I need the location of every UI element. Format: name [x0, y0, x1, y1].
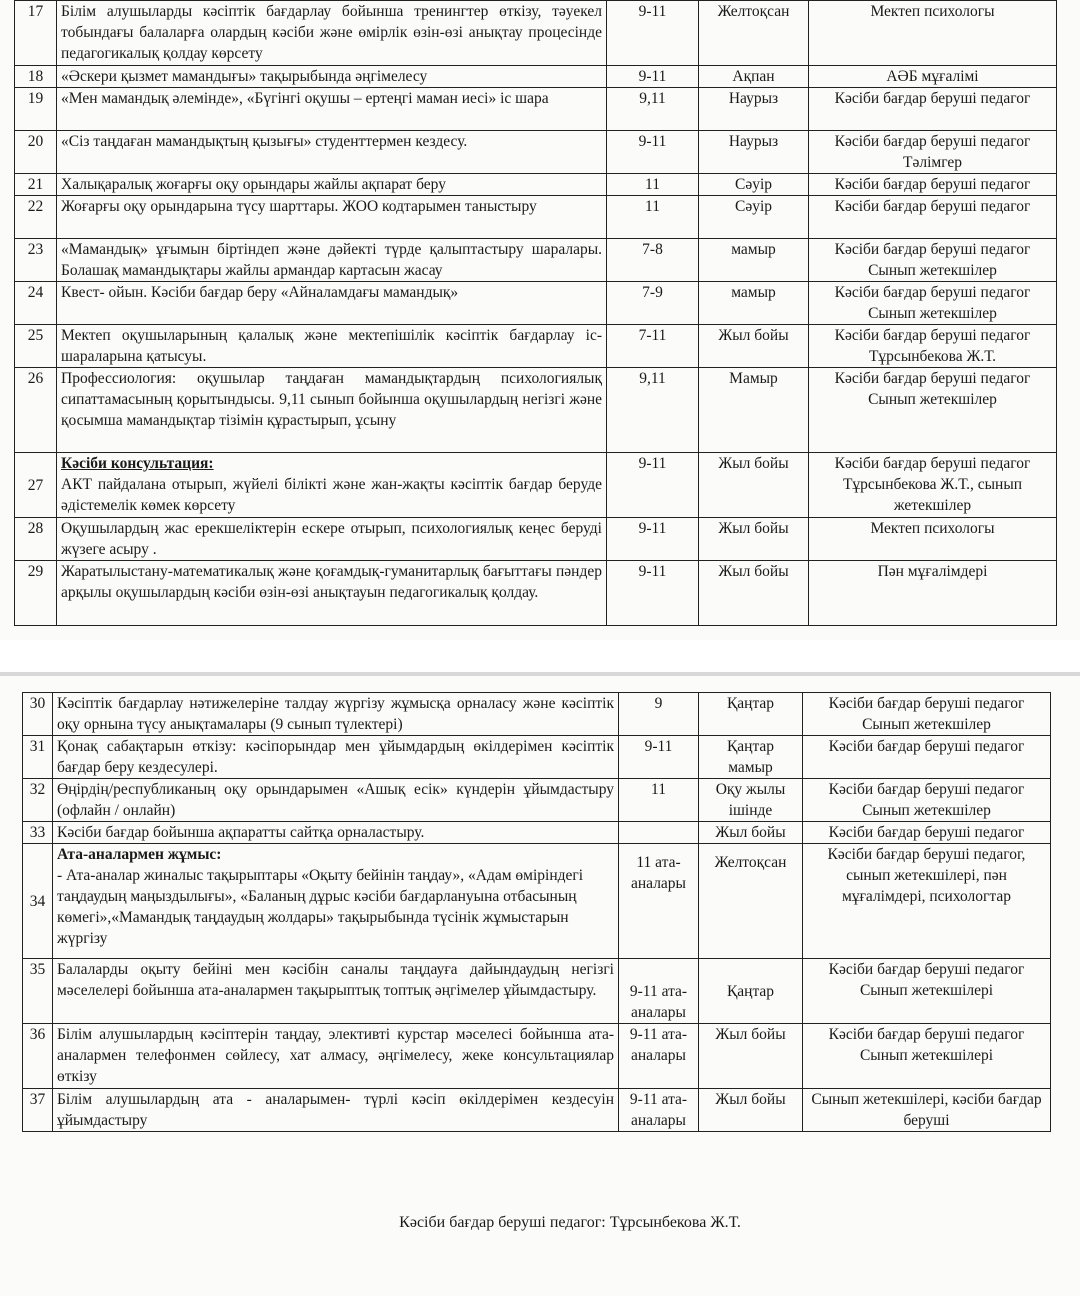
grade-cell: 9 — [619, 693, 699, 736]
date-cell: Желтоқсан — [699, 844, 803, 959]
activity-description: Қонақ сабақтарын өткізу: кәсіпорындар мен ұйымдардың өкілдерімен кәсіптік бағдар беру кездесулері. — [53, 736, 619, 779]
date-cell: Қаңтар мамыр — [699, 736, 803, 779]
grade-cell: 9-11 — [607, 561, 699, 626]
table-row — [15, 282, 1057, 325]
responsible-cell: Кәсіби бағдар беруші педагог, сынып жетекшілері, пән мұғалімдері, психологтар — [803, 844, 1051, 959]
activity-description: Профессиология: оқушылар таңдаған мамандықтардың психологиялық сипаттамасының қорытындысы. 9,11 сынып бойынша оқушылардың негізгі және қосымша мамандықтар тізімін құрастырып, ұсыну — [57, 368, 607, 453]
date-cell: Жыл бойы — [699, 561, 809, 626]
grade-cell: 9-11 — [607, 453, 699, 518]
row-number: 17 — [15, 1, 57, 66]
table-row — [15, 518, 1057, 561]
plan-table-1 — [14, 0, 1057, 626]
grade-cell: 11 — [607, 196, 699, 239]
date-cell: Сәуір — [699, 174, 809, 196]
date-cell: Жыл бойы — [699, 453, 809, 518]
row-number: 33 — [23, 822, 53, 844]
responsible-cell: Кәсіби бағдар беруші педагог — [809, 196, 1057, 239]
row-number: 27 — [15, 453, 57, 518]
grade-cell: 7-11 — [607, 325, 699, 368]
date-cell: Ақпан — [699, 66, 809, 88]
date-cell: мамыр — [699, 282, 809, 325]
grade-cell: 9-11 — [619, 736, 699, 779]
table-row — [15, 325, 1057, 368]
signature-line: Кәсіби бағдар беруші педагог: Тұрсынбекова Ж.Т. — [399, 1214, 741, 1231]
responsible-cell: Кәсіби бағдар беруші педагог Сынып жетекшілер — [809, 239, 1057, 282]
responsible-cell: АӘБ мұғалімі — [809, 66, 1057, 88]
responsible-cell: Кәсіби бағдар беруші педагог Сынып жетекшілер — [803, 693, 1051, 736]
date-cell: Наурыз — [699, 131, 809, 174]
responsible-cell: Кәсіби бағдар беруші педагог — [803, 736, 1051, 779]
row-number: 32 — [23, 779, 53, 822]
grade-cell: 9,11 — [607, 368, 699, 453]
date-cell: Жыл бойы — [699, 1024, 803, 1089]
activity-description: Балаларды оқыту бейіні мен кәсібін саналы таңдауға дайындаудың негізгі мәселелері бойынша ата-аналармен тақырыптық топтық әңгімелер ұйымдастыру. — [53, 959, 619, 1024]
responsible-cell: Мектеп психологы — [809, 518, 1057, 561]
row-number: 25 — [15, 325, 57, 368]
responsible-cell: Сынып жетекшілері, кәсіби бағдар беруші — [803, 1089, 1051, 1132]
table-row — [15, 561, 1057, 626]
plan-table-2 — [22, 692, 1051, 1132]
signature-footer — [0, 1214, 1080, 1232]
date-cell: Жыл бойы — [699, 518, 809, 561]
activity-description: Кәсіби бағдар бойынша ақпаратты сайтқа орналастыру. — [53, 822, 619, 844]
page-gap — [0, 640, 1080, 676]
table-row — [23, 693, 1051, 736]
activity-description — [57, 453, 607, 518]
date-cell: Сәуір — [699, 196, 809, 239]
row-number: 21 — [15, 174, 57, 196]
activity-description: «Әскери қызмет мамандығы» тақырыбында әңгімелесу — [57, 66, 607, 88]
grade-cell — [619, 822, 699, 844]
section-heading: Кәсіби консультация: — [61, 455, 214, 472]
responsible-cell: Кәсіби бағдар беруші педагог Тұрсынбекова Ж.Т., сынып жетекшілер — [809, 453, 1057, 518]
row-number: 26 — [15, 368, 57, 453]
grade-cell: 9-11 ата-аналары — [619, 1089, 699, 1132]
row-number: 30 — [23, 693, 53, 736]
row-number: 36 — [23, 1024, 53, 1089]
table-row — [15, 453, 1057, 518]
grade-cell: 9-11 — [607, 518, 699, 561]
date-cell: Оқу жылы ішінде — [699, 779, 803, 822]
activity-description: Халықаралық жоғарғы оқу орындары жайлы ақпарат беру — [57, 174, 607, 196]
responsible-cell: Кәсіби бағдар беруші педагог — [803, 822, 1051, 844]
table-row — [23, 1089, 1051, 1132]
table-row — [23, 822, 1051, 844]
activity-description: Кәсіптік бағдарлау нәтижелеріне талдау жүргізу жұмысқа орналасу және кәсіптік оқу орнына түсу анықтамалары (9 сынып түлектері) — [53, 693, 619, 736]
table-row — [23, 959, 1051, 1024]
date-cell: Наурыз — [699, 88, 809, 131]
table-row — [23, 736, 1051, 779]
row-number: 35 — [23, 959, 53, 1024]
activity-description: «Мен мамандық әлемінде», «Бүгінгі оқушы – ертеңгі маман иесі» іс шара — [57, 88, 607, 131]
activity-description: Жоғарғы оқу орындарына түсу шарттары. ЖОО кодтарымен таныстыру — [57, 196, 607, 239]
section-heading: Ата-аналармен жұмыс: — [57, 846, 222, 863]
date-cell: Қаңтар — [699, 693, 803, 736]
activity-description: Мектеп оқушыларының қалалық және мектепішілік кәсіптік бағдарлау іс-шараларына қатысуы. — [57, 325, 607, 368]
table-row — [15, 1, 1057, 66]
table-row — [15, 196, 1057, 239]
row-number: 20 — [15, 131, 57, 174]
row-number: 34 — [23, 844, 53, 959]
activity-description: Оқушылардың жас ерекшеліктерін ескере отырып, психологиялық кеңес беруді жүзеге асыру . — [57, 518, 607, 561]
grade-cell: 9-11 — [607, 66, 699, 88]
grade-cell: 9-11 ата-аналары — [619, 1024, 699, 1089]
responsible-cell: Кәсіби бағдар беруші педагог Сынып жетекшілері — [803, 959, 1051, 1024]
row-number: 22 — [15, 196, 57, 239]
responsible-cell: Кәсіби бағдар беруші педагог Сынып жетекшілер — [803, 779, 1051, 822]
responsible-cell: Кәсіби бағдар беруші педагог Сынып жетекшілер — [809, 282, 1057, 325]
grade-cell: 11 ата-аналары — [619, 844, 699, 959]
date-cell: Жыл бойы — [699, 1089, 803, 1132]
row-number: 18 — [15, 66, 57, 88]
responsible-cell: Мектеп психологы — [809, 1, 1057, 66]
responsible-cell: Кәсіби бағдар беруші педагог Сынып жетекшілері — [803, 1024, 1051, 1089]
row-number: 19 — [15, 88, 57, 131]
date-cell: Жыл бойы — [699, 325, 809, 368]
grade-cell: 7-9 — [607, 282, 699, 325]
row-number: 24 — [15, 282, 57, 325]
table-row — [15, 66, 1057, 88]
document-page-1 — [0, 0, 1080, 640]
table-row — [15, 131, 1057, 174]
row-number: 31 — [23, 736, 53, 779]
row-number: 28 — [15, 518, 57, 561]
date-cell: Мамыр — [699, 368, 809, 453]
responsible-cell: Кәсіби бағдар беруші педагог — [809, 174, 1057, 196]
date-cell: Қаңтар — [699, 959, 803, 1024]
responsible-cell: Пән мұғалімдері — [809, 561, 1057, 626]
table-row — [23, 779, 1051, 822]
activity-description: Білім алушылардың ата - аналарымен- түрлі кәсіп өкілдерімен кездесуін ұйымдастыру — [53, 1089, 619, 1132]
activity-description: Квест- ойын. Кәсіби бағдар беру «Айналамдағы мамандық» — [57, 282, 607, 325]
activity-description: Білім алушылардың кәсіптерін таңдау, элективті курстар мәселесі бойынша ата-аналармен телефонмен сөйлесу, хат алмасу, әңгімелесу, жеке консультациялар өткізу — [53, 1024, 619, 1089]
grade-cell: 7-8 — [607, 239, 699, 282]
row-number: 23 — [15, 239, 57, 282]
row-number: 37 — [23, 1089, 53, 1132]
grade-cell: 9,11 — [607, 88, 699, 131]
date-cell: Жыл бойы — [699, 822, 803, 844]
document-page-2 — [0, 676, 1080, 1296]
table-row — [23, 1024, 1051, 1089]
activity-text: - Ата-аналар жиналыс тақырыптары «Оқыту бейінін таңдау», «Адам өміріндегі таңдаудың маңыздылығы», «Баланың дұрыс кәсіби бағдарлануына отбасының көмегі»,«Мамандық таңдаудың жолдары» тақырыбында түсінік жұмыстарын жүргізу — [57, 867, 584, 947]
table-row — [15, 174, 1057, 196]
activity-description: «Мамандық» ұғымын біртіндеп және дәйекті түрде қалыптастыру шаралары. Болашақ мамандықтары жайлы армандар картасын жасау — [57, 239, 607, 282]
responsible-cell: Кәсіби бағдар беруші педагог Тұрсынбекова Ж.Т. — [809, 325, 1057, 368]
activity-text: АКТ пайдалана отырып, жүйелі білікті және жан-жақты кәсіптік бағдар беруде әдістемелік көмек көрсету — [61, 476, 602, 514]
table-row — [15, 368, 1057, 453]
grade-cell: 9-11 — [607, 1, 699, 66]
responsible-cell: Кәсіби бағдар беруші педагог Сынып жетекшілер — [809, 368, 1057, 453]
table-row — [23, 844, 1051, 959]
activity-description: Өңірдің/республиканың оқу орындарымен «Ашық есік» күндерін ұйымдастыру (офлайн / онлайн) — [53, 779, 619, 822]
activity-description: Жаратылыстану-математикалық және қоғамдық-гуманитарлық бағыттағы пәндер арқылы оқушылардың кәсіби өзін-өзі анықтауын педагогикалық қолдау. — [57, 561, 607, 626]
responsible-cell: Кәсіби бағдар беруші педагог — [809, 88, 1057, 131]
activity-description: Білім алушыларды кәсіптік бағдарлау бойынша тренингтер өткізу, тәуекел тобындағы балаларға олардың кәсіби және өмірлік өзін-өзі анықтау процесінде педагогикалық қолдау көрсету — [57, 1, 607, 66]
table-row — [15, 239, 1057, 282]
activity-description — [53, 844, 619, 959]
grade-cell: 9-11 ата-аналары — [619, 959, 699, 1024]
table-row — [15, 88, 1057, 131]
responsible-cell: Кәсіби бағдар беруші педагог Тәлімгер — [809, 131, 1057, 174]
date-cell: Желтоқсан — [699, 1, 809, 66]
activity-description: «Сіз таңдаған мамандықтың қызығы» студенттермен кездесу. — [57, 131, 607, 174]
grade-cell: 11 — [619, 779, 699, 822]
grade-cell: 11 — [607, 174, 699, 196]
date-cell: мамыр — [699, 239, 809, 282]
row-number: 29 — [15, 561, 57, 626]
grade-cell: 9-11 — [607, 131, 699, 174]
